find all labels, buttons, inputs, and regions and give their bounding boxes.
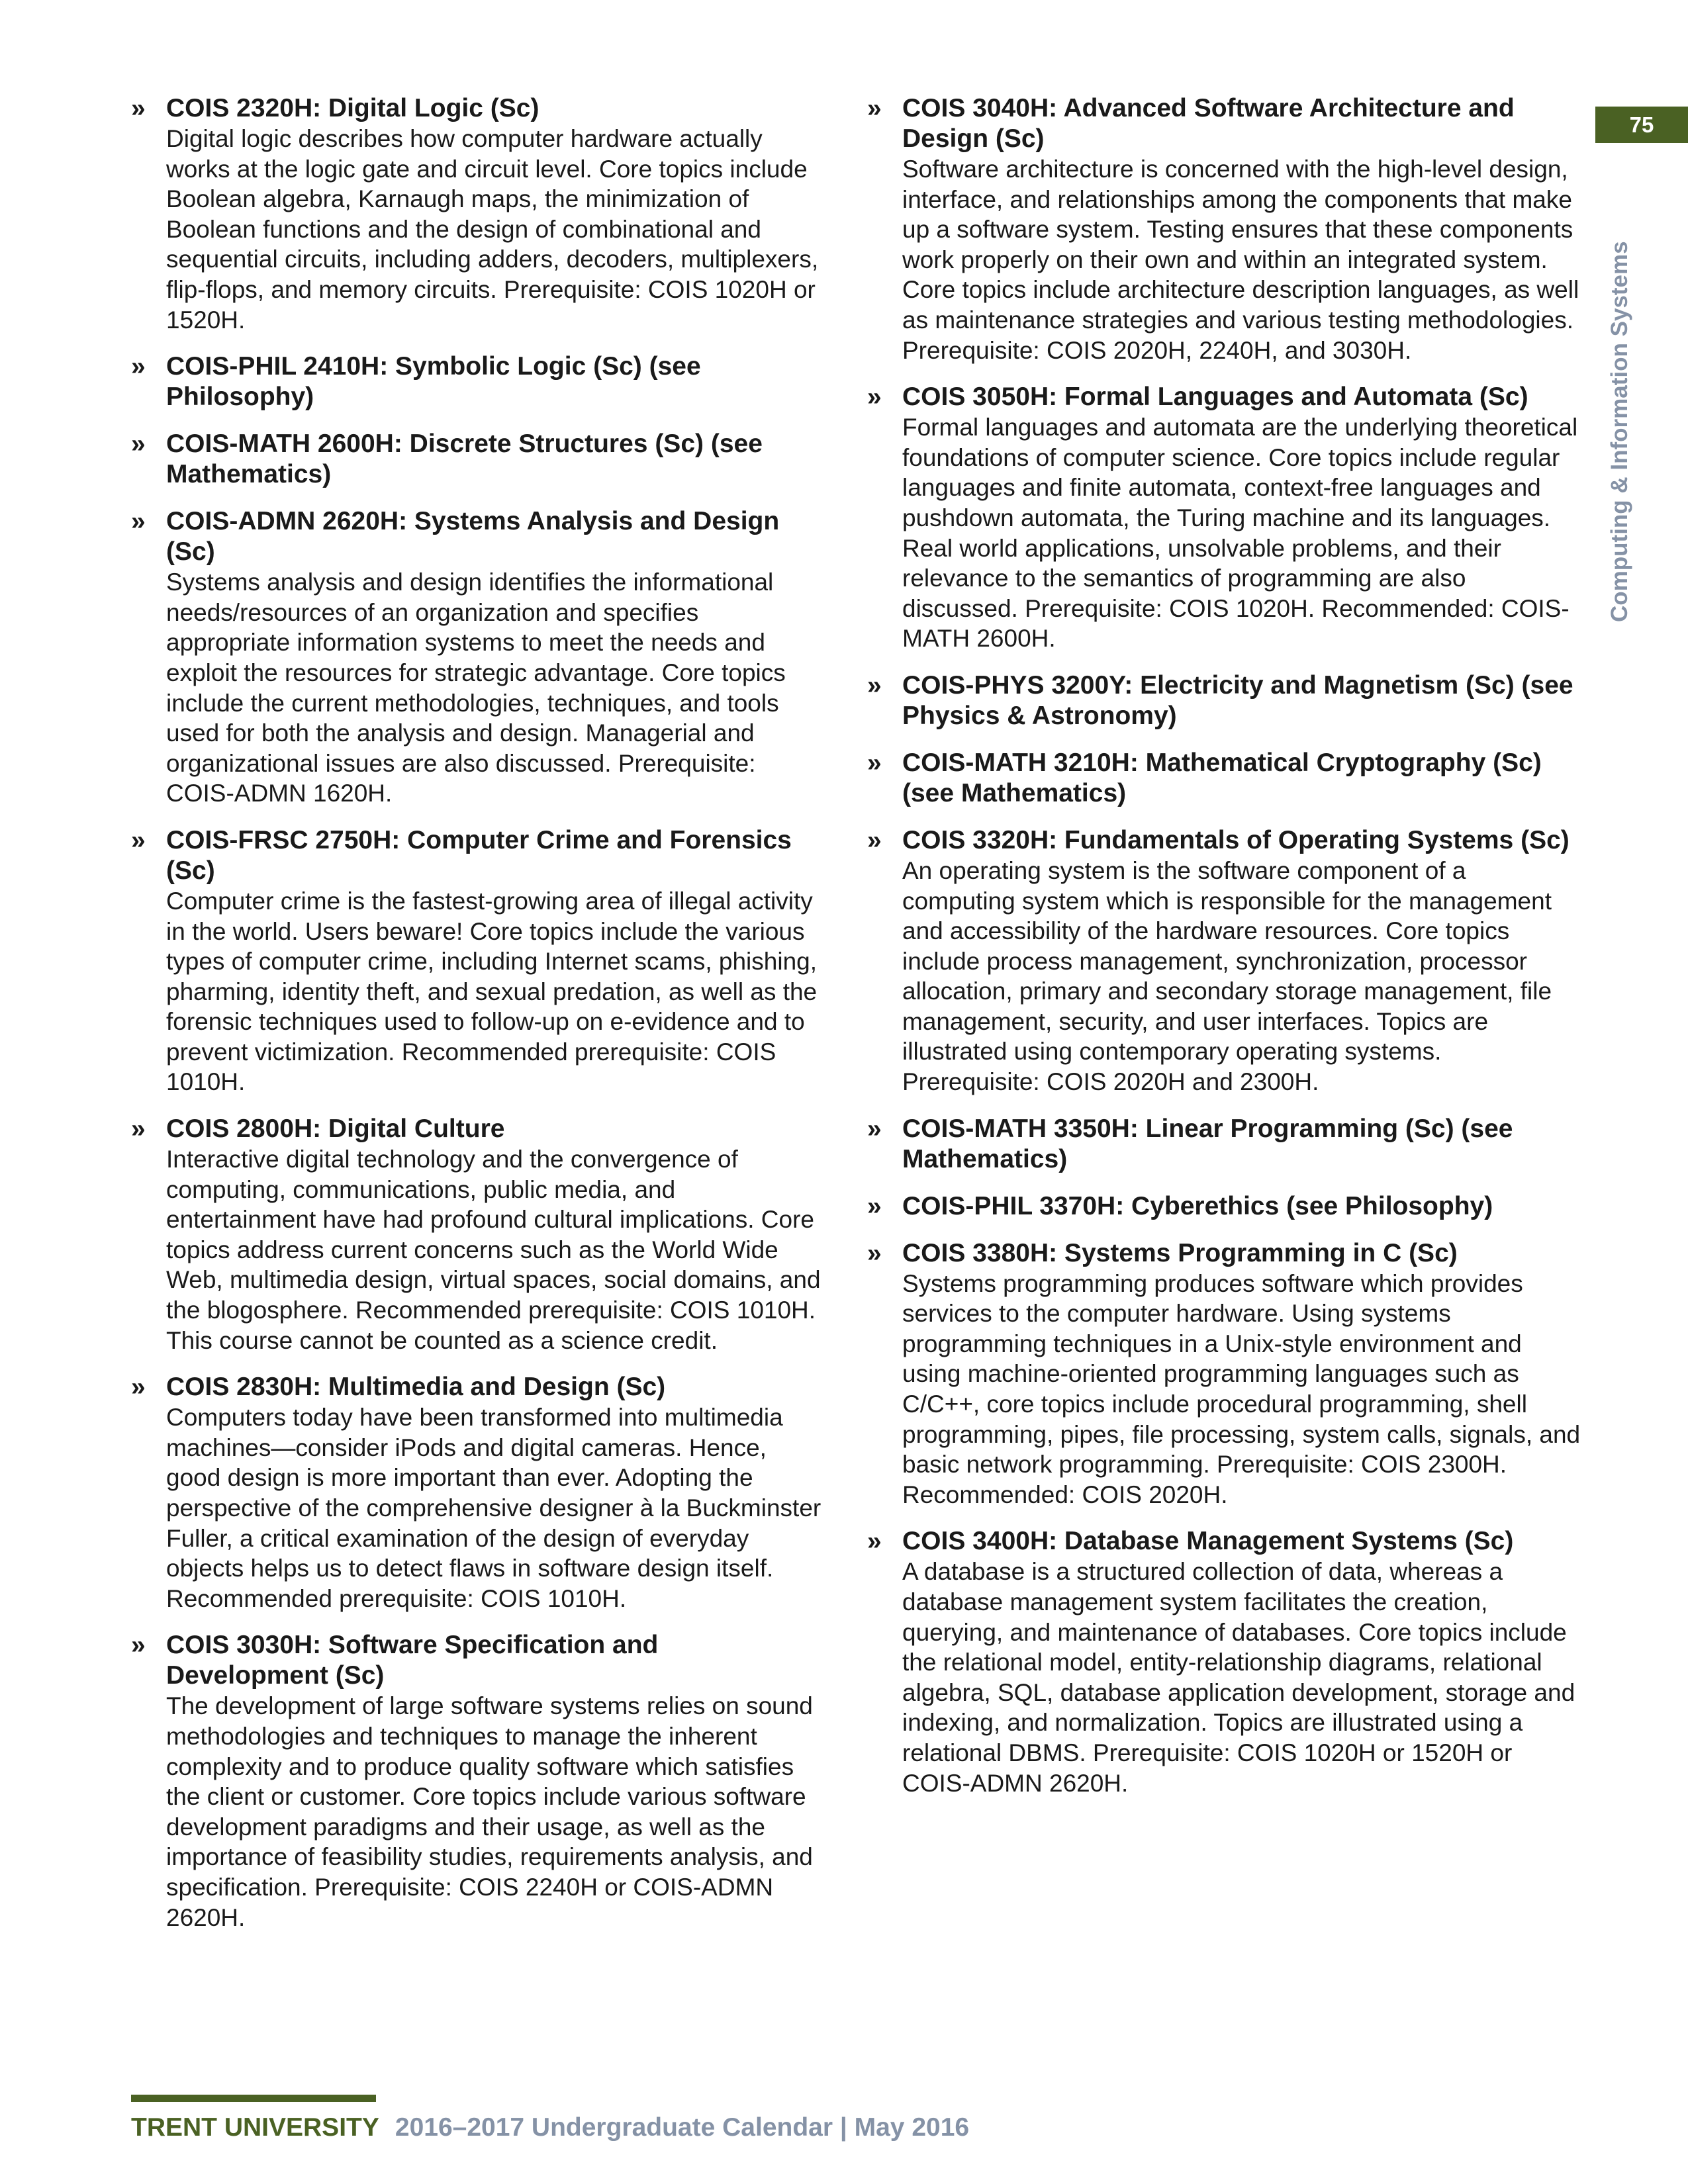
course-entry [867,825,1585,1097]
footer-university: TRENT UNIVERSITY [131,2113,379,2142]
course-description: Systems programming produces software which provides services to the computer hardware. Using systems programming techniques in a Unix-style environment and using machine-oriented programming languages such as C/C++, core topics include procedural programming, shell programming, pipes, file processing, system calls, signals, and basic network programming. Prerequisite: COIS 2300H. Recommended: COIS 2020H. [902,1269,1581,1508]
bullet-marker: » [867,1527,882,1556]
course-description: The development of large software systems relies on sound methodologies and techniques to manage the inherent complexity and to produce quality software which satisfies the client or customer. Core topics include various software development paradigms and their usage, as well as the importance of feasibility studies, requirements analysis, and specification. Prerequisite: COIS 2240H or COIS-ADMN 2620H. [166,1692,813,1931]
bullet-marker: » [131,94,146,122]
bullet-marker: » [867,1238,882,1267]
course-description: Interactive digital technology and the convergence of computing, communications, public media, and entertainment have had profound cultural implications. Core topics address current concerns such as the World Wide Web, multimedia design, virtual spaces, social domains, and the blogosphere. Recommended prerequisite: COIS 1010H. This course cannot be counted as a science credit. [166,1146,821,1354]
course-description: An operating system is the software component of a computing system which is responsible for the management and accessibility of the hardware resources. Core topics include process management, synchronization, processor allocation, primary and secondary storage management, file management, security, and user interfaces. Topics are illustrated using contemporary operating systems. Prerequisite: COIS 2020H and 2300H. [902,856,1552,1096]
bullet-marker: » [131,352,146,381]
bullet-marker: » [131,430,146,459]
course-entry [131,825,826,1097]
bullet-marker: » [131,825,146,854]
footer-calendar: 2016–2017 Undergraduate Calendar | May 2016 [395,2113,970,2142]
course-description: Systems analysis and design identifies the informational needs/resources of an organization and specifies appropriate information systems to meet the needs and exploit the resources for strategic advantage. Core topics include the current methodologies, techniques, and tools used for both the analysis and design. Managerial and organizational issues are also discussed. Prerequisite: COIS-ADMN 1620H. [166,569,786,807]
course-title: COIS 3380H: Systems Programming in C (Sc) [902,1238,1458,1267]
bullet-marker: » [867,825,882,854]
bullet-marker: » [131,1373,146,1402]
bullet-marker: » [867,1191,882,1220]
section-side-tab: Computing & Information Systems [1607,241,1632,622]
course-entry [867,1526,1585,1798]
footer-rule [131,2095,376,2102]
course-description: Formal languages and automata are the underlying theoretical foundations of computer science. Core topics include regular languages and finite automata, context-free languages and pushdown automata, the Turing machine and its languages. Real world applications, unsolvable problems, and their relevance to the semantics of programming are also discussed. Prerequisite: COIS 1020H. Recommended: COIS-MATH 2600H. [902,414,1578,653]
course-entry [131,351,826,412]
course-entry [867,1238,1585,1510]
course-entry [131,506,826,809]
course-title: COIS-MATH 3210H: Mathematical Cryptography (Sc) (see Mathematics) [902,748,1542,807]
course-entry [867,1114,1585,1175]
bullet-marker: » [131,507,146,536]
course-entry [131,429,826,490]
course-title: COIS-FRSC 2750H: Computer Crime and Forensics (Sc) [166,825,792,885]
course-title: COIS 3400H: Database Management Systems (Sc) [902,1527,1514,1556]
course-entry [867,93,1585,365]
course-entry [131,1372,826,1614]
course-description: Computers today have been transformed into multimedia machines—consider iPods and digital cameras. Hence, good design is more important than ever. Adopting the perspective of the comprehensive designer à la Buckminster Fuller, a critical examination of the design of everyday objects helps us to detect flaws in software design itself. Recommended prerequisite: COIS 1010H. [166,1404,821,1612]
bullet-marker: » [867,1114,882,1143]
left-column [131,93,826,1949]
course-title: COIS 2320H: Digital Logic (Sc) [166,94,539,122]
course-entry [131,93,826,335]
course-title: COIS 2830H: Multimedia and Design (Sc) [166,1373,666,1402]
course-title: COIS 3030H: Software Specification and Development (Sc) [166,1631,659,1690]
course-title: COIS-MATH 3350H: Linear Programming (Sc) (see Mathematics) [902,1114,1513,1173]
course-title: COIS-PHYS 3200Y: Electricity and Magnetism (Sc) (see Physics & Astronomy) [902,670,1573,730]
course-description: A database is a structured collection of data, whereas a database management system facilitates the creation, querying, and maintenance of databases. Core topics include the relational model, entity-relationship diagrams, relational algebra, SQL, database application development, storage and indexing, and normalization. Topics are illustrated using a relational DBMS. Prerequisite: COIS 1020H or 1520H or COIS-ADMN 2620H. [902,1558,1575,1797]
course-title: COIS-ADMN 2620H: Systems Analysis and Design (Sc) [166,507,780,567]
bullet-marker: » [867,670,882,700]
course-title: COIS-PHIL 2410H: Symbolic Logic (Sc) (see Philosophy) [166,352,701,412]
bullet-marker: » [867,383,882,412]
course-description: Digital logic describes how computer hardware actually works at the logic gate and circuit level. Core topics include Boolean algebra, Karnaugh maps, the minimization of Boolean functions and the design of combinational and sequential circuits, including adders, decoders, multiplexers, flip-flops, and memory circuits. Prerequisite: COIS 1020H or 1520H. [166,125,819,334]
course-entry [867,1191,1585,1222]
bullet-marker: » [867,748,882,777]
course-title: COIS-MATH 2600H: Discrete Structures (Sc) (see Mathematics) [166,430,763,489]
course-title: COIS-PHIL 3370H: Cyberethics (see Philosophy) [902,1191,1493,1220]
bullet-marker: » [867,94,882,122]
right-column [867,93,1585,1815]
course-title: COIS 3320H: Fundamentals of Operating Systems (Sc) [902,825,1570,854]
course-title: COIS 3050H: Formal Languages and Automata (Sc) [902,383,1528,412]
course-entry [131,1114,826,1355]
course-entry [131,1630,826,1933]
course-entry [867,382,1585,654]
course-entry [867,670,1585,731]
course-description: Computer crime is the fastest-growing area of illegal activity in the world. Users beware! Core topics include the various types of computer crime, including Internet scams, phishing, pharming, identity theft, and sexual predation, as well as the forensic techniques used to follow-up on e-evidence and to prevent victimization. Recommended prerequisite: COIS 1010H. [166,887,818,1096]
page-number: 75 [1595,107,1688,143]
course-title: COIS 2800H: Digital Culture [166,1115,505,1144]
bullet-marker: » [131,1115,146,1144]
footer [131,2111,969,2144]
course-title: COIS 3040H: Advanced Software Architecture and Design (Sc) [902,94,1515,153]
course-entry [867,748,1585,809]
bullet-marker: » [131,1631,146,1660]
course-description: Software architecture is concerned with the high-level design, interface, and relationships among the components that make up a software system. Testing ensures that these components work properly on their own and within an integrated system. Core topics include architecture description languages, as well as maintenance strategies and various testing methodologies. Prerequisite: COIS 2020H, 2240H, and 3030H. [902,156,1579,364]
